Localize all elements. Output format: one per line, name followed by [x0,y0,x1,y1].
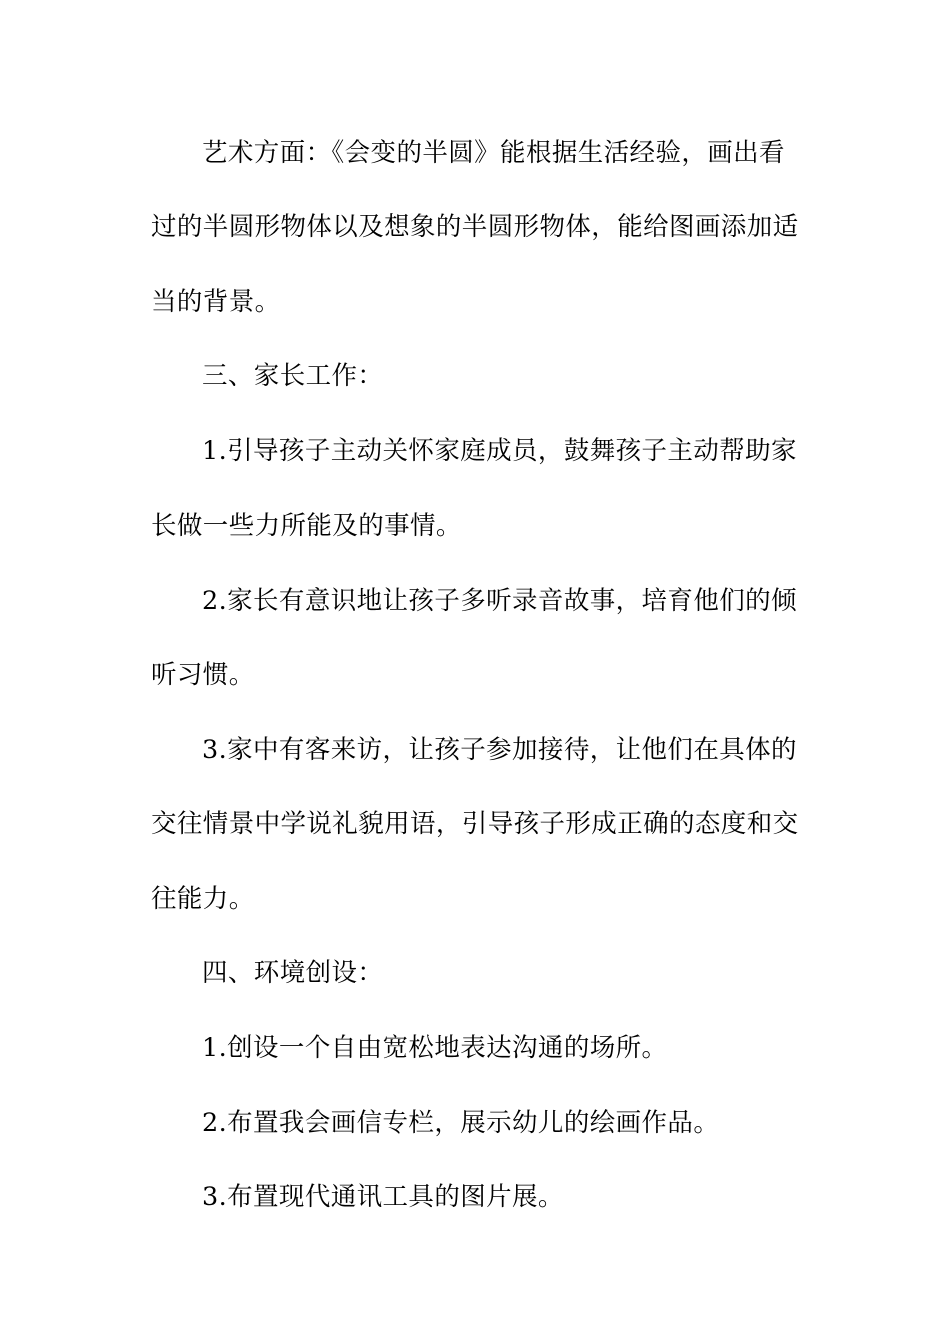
parent-item-1-line-1: 1.引导孩子主动关怀家庭成员，鼓舞孩子主动帮助家 [202,436,797,466]
art-paragraph-line-3: 当的背景。 [151,287,281,317]
parent-item-2-line-2: 听习惯。 [151,660,255,690]
parent-item-3-line-3: 往能力。 [151,884,255,914]
art-paragraph-line-1: 艺术方面：《会变的半圆》能根据生活经验，画出看 [202,138,785,168]
parent-item-1-line-2: 长做一些力所能及的事情。 [151,511,462,541]
section-heading-environment: 四、环境创设： [202,958,384,988]
art-paragraph-line-2: 过的半圆形物体以及想象的半圆形物体，能给图画添加适 [151,212,799,242]
parent-item-3-line-2: 交往情景中学说礼貌用语，引导孩子形成正确的态度和交 [151,809,799,839]
environment-item-1: 1.创设一个自由宽松地表达沟通的场所。 [202,1033,668,1063]
section-heading-parent-work: 三、家长工作： [202,361,384,391]
parent-item-3-line-1: 3.家中有客来访，让孩子参加接待，让他们在具体的 [202,735,797,765]
environment-item-2: 2.布置我会画信专栏，展示幼儿的绘画作品。 [202,1108,720,1138]
parent-item-2-line-1: 2.家长有意识地让孩子多听录音故事，培育他们的倾 [202,586,797,616]
environment-item-3: 3.布置现代通讯工具的图片展。 [202,1182,564,1212]
